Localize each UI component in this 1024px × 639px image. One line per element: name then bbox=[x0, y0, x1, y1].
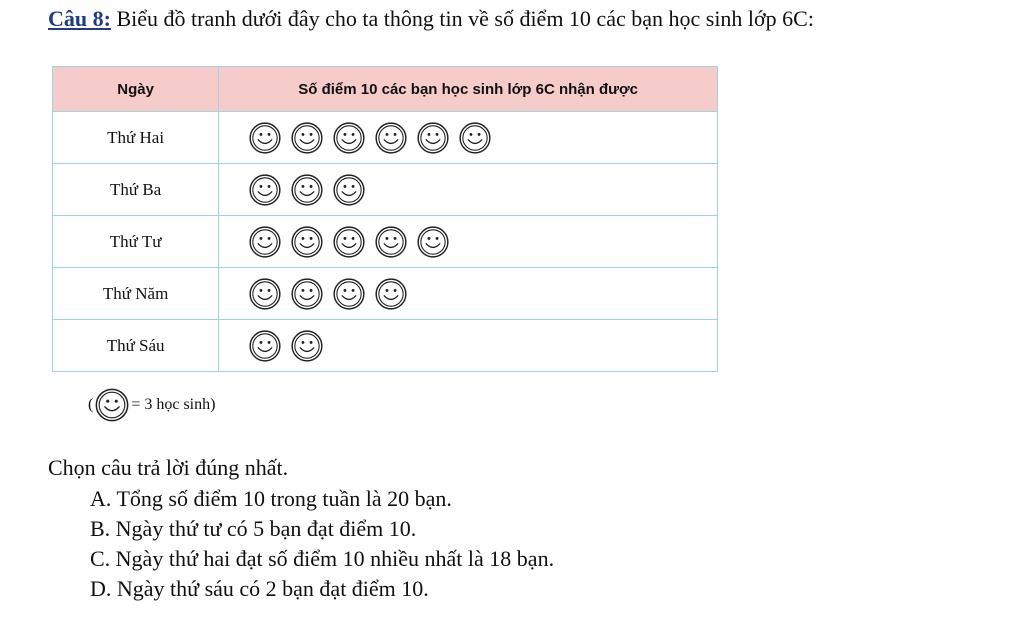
table-header-row bbox=[53, 67, 718, 112]
smiley-icon bbox=[289, 120, 325, 156]
table-row bbox=[53, 164, 718, 216]
header-count: Số điểm 10 các bạn học sinh lớp 6C nhận được bbox=[219, 67, 718, 112]
question-heading bbox=[48, 6, 814, 32]
legend-text: = 3 học sinh) bbox=[131, 396, 216, 413]
smiley-icon bbox=[247, 276, 283, 312]
smiley-icon bbox=[415, 224, 451, 260]
table-row bbox=[53, 112, 718, 164]
smiley-icon bbox=[247, 120, 283, 156]
icons-cell bbox=[219, 164, 718, 216]
option-b[interactable]: B. Ngày thứ tư có 5 bạn đạt điểm 10. bbox=[90, 516, 417, 541]
smiley-icon bbox=[247, 224, 283, 260]
legend bbox=[88, 386, 215, 424]
smiley-icon bbox=[373, 120, 409, 156]
table-row bbox=[53, 268, 718, 320]
smiley-icon bbox=[289, 328, 325, 364]
icons-cell bbox=[219, 216, 718, 268]
smiley-icon bbox=[247, 328, 283, 364]
smiley-icon bbox=[457, 120, 493, 156]
icons-cell bbox=[219, 268, 718, 320]
icons-cell bbox=[219, 320, 718, 372]
smiley-icon bbox=[93, 386, 131, 424]
smiley-icon bbox=[415, 120, 451, 156]
day-cell: Thứ Hai bbox=[53, 112, 219, 164]
table-row bbox=[53, 216, 718, 268]
smiley-icon bbox=[289, 224, 325, 260]
smiley-icon bbox=[331, 120, 367, 156]
icons-cell bbox=[219, 112, 718, 164]
smiley-icon bbox=[331, 172, 367, 208]
smiley-icon bbox=[373, 224, 409, 260]
prompt-text: Chọn câu trả lời đúng nhất. bbox=[48, 455, 289, 480]
day-cell: Thứ Ba bbox=[53, 164, 219, 216]
smiley-icon bbox=[331, 224, 367, 260]
smiley-icon bbox=[331, 276, 367, 312]
table-row bbox=[53, 320, 718, 372]
day-cell: Thứ Năm bbox=[53, 268, 219, 320]
day-cell: Thứ Tư bbox=[53, 216, 219, 268]
question-text: Biểu đồ tranh dưới đây cho ta thông tin về số điểm 10 các bạn học sinh lớp 6C: bbox=[110, 6, 814, 31]
smiley-icon bbox=[373, 276, 409, 312]
answer-options bbox=[90, 484, 554, 604]
day-cell: Thứ Sáu bbox=[53, 320, 219, 372]
option-d[interactable]: D. Ngày thứ sáu có 2 bạn đạt điểm 10. bbox=[90, 576, 429, 601]
smiley-icon bbox=[289, 276, 325, 312]
pictograph-table bbox=[52, 66, 718, 372]
smiley-icon bbox=[247, 172, 283, 208]
question-number: Câu 8: bbox=[48, 6, 111, 31]
legend-open-paren: ( bbox=[88, 396, 94, 413]
header-day: Ngày bbox=[53, 67, 219, 112]
smiley-icon bbox=[289, 172, 325, 208]
option-a[interactable]: A. Tổng số điểm 10 trong tuần là 20 bạn. bbox=[90, 486, 452, 511]
option-c[interactable]: C. Ngày thứ hai đạt số điểm 10 nhiều nhất là 18 bạn. bbox=[90, 546, 555, 571]
